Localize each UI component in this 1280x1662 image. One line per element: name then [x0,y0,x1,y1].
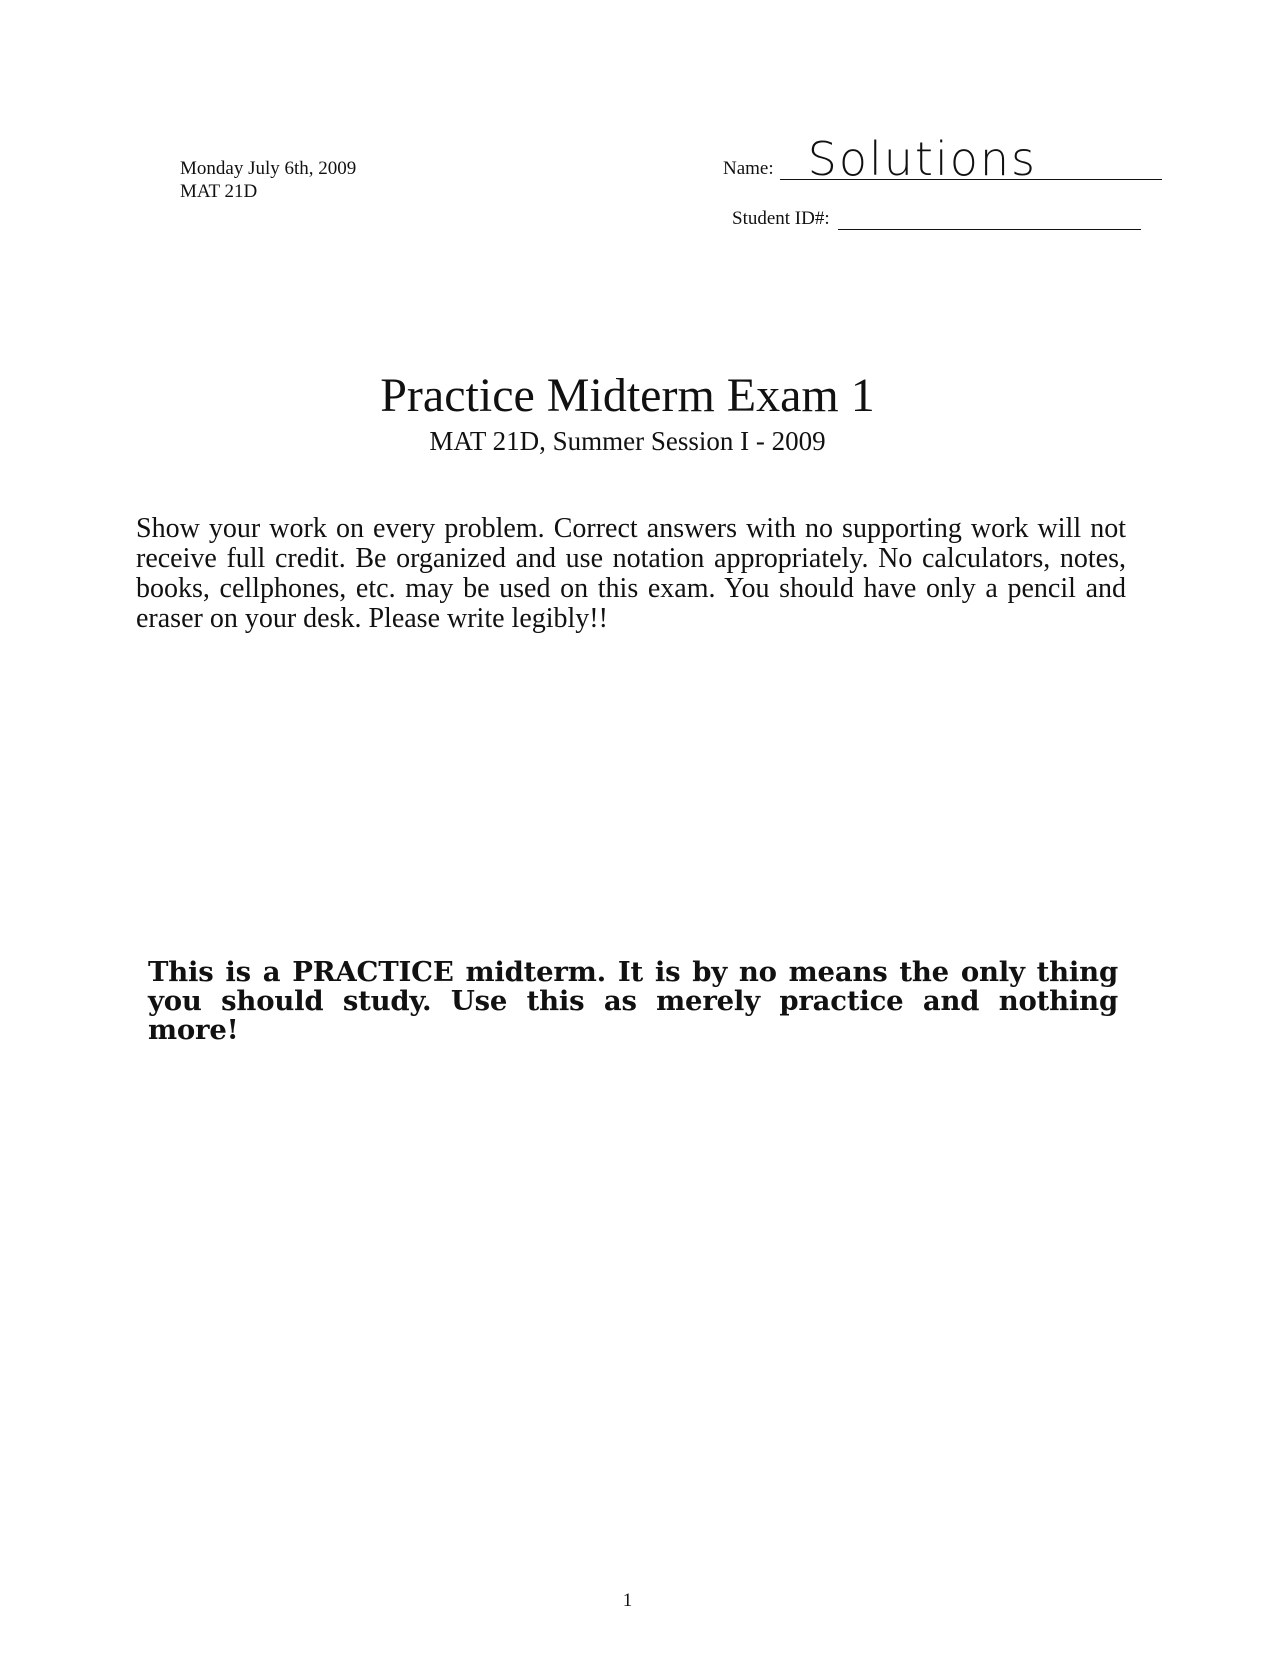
exam-date: Monday July 6th, 2009 [180,158,357,179]
practice-notice: This is a PRACTICE midterm. It is by no means the only thing you should study. Use this as merely practice and nothing more! [148,956,1118,1046]
name-field-row [723,132,1162,186]
name-label: Name: [723,158,774,179]
course-code: MAT 21D [180,181,258,202]
handwritten-name: Solutions [807,132,1038,186]
exam-header-left [180,157,356,203]
exam-instructions: Show your work on every problem. Correct answers with no supporting work will not receive full credit. Be organized and use notation appropriately. No calculators, notes, books, cellphones, etc. may be used on this exam. You should have only a pencil and eraser on your desk. Please write legibly!! [136,513,1126,634]
student-id-field[interactable] [838,211,1141,230]
page-title: Practice Midterm Exam 1 [380,369,875,422]
page-number: 1 [622,1590,633,1611]
page-subtitle: MAT 21D, Summer Session I - 2009 [429,426,826,456]
student-id-field-row [732,208,1141,230]
name-field[interactable] [780,132,1162,186]
student-id-label: Student ID#: [732,208,830,229]
